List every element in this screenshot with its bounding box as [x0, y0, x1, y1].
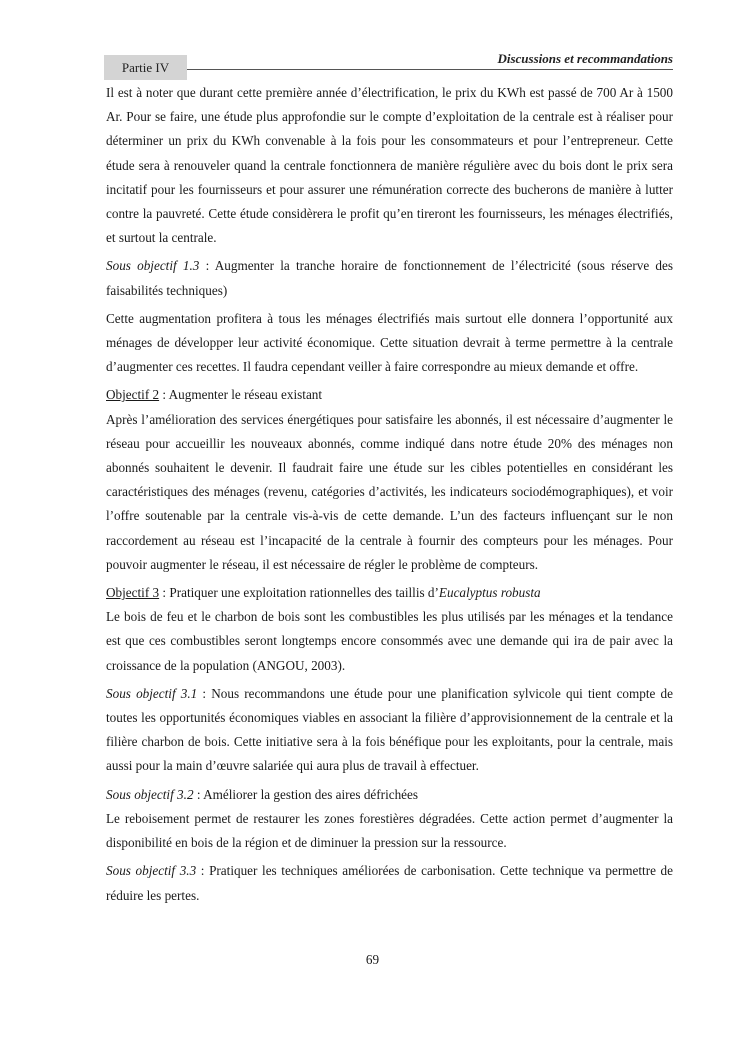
objective-3-label: Objectif 3: [106, 585, 160, 601]
paragraph-sub-objective-3-3: [106, 859, 673, 907]
part-tab: Partie IV: [104, 55, 187, 80]
paragraph-sub-objective-3-2: [106, 783, 673, 807]
paragraph-sub-objective-1-3: [106, 254, 673, 302]
paragraph-objective-2: [106, 383, 673, 407]
page-number: 69: [365, 952, 380, 967]
paragraph-objective-3: [106, 581, 673, 605]
header-rule: [187, 69, 673, 70]
objective-3-species: Eucalyptus robusta: [438, 585, 541, 601]
paragraph-price: Il est à noter que durant cette première année d’électrification, le prix du KWh est passé de 700 Ar à 1500 Ar. Pour se faire, une étude plus approfondie sur le compte d’exploitation de la centrale est à réaliser pour déterminer un prix du KWh convenable à la fois pour les consommateurs et pour l’entrepreneur. Cette étude sera à renouveler quand la centrale fonctionnera de manière régulière avec du bois dont le prix sera incitatif pour les fournisseurs et pour assurer une rémunération correcte des bucherons de manière à lutter contre la pauvreté. Cette étude considèrera le profit qu’en tireront les fournisseurs, les ménages électrifiés, et surtout la centrale.: [106, 85, 673, 246]
sub-objective-3-3-label: Sous objectif 3.3: [106, 863, 197, 879]
paragraph-reforestation: Le reboisement permet de restaurer les zones forestières dégradées. Cette action permet d’augmenter la disponibilité en bois de la région et de diminuer la pression sur la ressource.: [106, 810, 673, 851]
paragraph-augmentation: Cette augmentation profitera à tous les ménages électrifiés mais surtout elle donnera l’opportunité aux ménages de développer leur activité économique. Cette situation devrait à terme permettre à la centrale d’augmenter ces recettes. Il faudra cependant veiller à faire correspondre au mieux demande et offre.: [106, 310, 673, 375]
sub-objective-1-3-text: : Augmenter la tranche horaire de fonctionnement de l’électricité (sous réserve des faisabilités techniques): [106, 258, 673, 298]
sub-objective-3-2-text: : Améliorer la gestion des aires défrichées: [193, 786, 419, 802]
paragraph-sub-objective-3-1: [106, 682, 673, 779]
sub-objective-3-3-text: : Pratiquer les techniques améliorées de carbonisation. Cette technique va permettre de réduire les pertes.: [106, 863, 673, 903]
objective-3-text: : Pratiquer une exploitation rationnelles des taillis d’: [159, 585, 439, 601]
objective-2-text: : Augmenter le réseau existant: [159, 387, 323, 403]
section-title: Discussions et recommandations: [497, 51, 673, 66]
paragraph-network: Après l’amélioration des services énergétiques pour satisfaire les abonnés, il est nécessaire d’augmenter le réseau pour accueillir les nouveaux abonnés, comme indiqué dans notre étude 20% des ménages non abonnés souhaitent le devenir. Il faudrait faire une étude sur les cibles potentielles en considérant les caractéristiques des ménages (revenu, catégories d’activités, les indicateurs sociodémographiques), et voir l’offre soutenable par la centrale vis-à-vis de cette demande. L’un des facteurs influençant sur le non raccordement au réseau est l’incapacité de la centrale à fournir des compteurs pour les ménages. Pour pouvoir augmenter le réseau, il est nécessaire de régler le problème de compteurs.: [106, 411, 673, 572]
paragraph-fuelwood: Le bois de feu et le charbon de bois sont les combustibles les plus utilisés par les ménages et la tendance est que ces combustibles seront longtemps encore consommés avec une demande qui ira de pair avec la croissance de la population (ANGOU, 2003).: [106, 609, 673, 673]
body-text: [106, 81, 673, 912]
sub-objective-3-2-label: Sous objectif 3.2: [106, 786, 194, 802]
sub-objective-3-1-label: Sous objectif 3.1: [106, 685, 198, 701]
sub-objective-3-1-text: : Nous recommandons une étude pour une planification sylvicole qui tient compte de toutes les opportunités économiques viables en associant la filière d’approvisionnement de la centrale et la filière charbon de bois. Cette initiative sera à la fois bénéfique pour les exploitants, pour la centrale, mais aussi pour la main d’œuvre salariée qui aura plus de travail à effectuer.: [106, 685, 673, 774]
sub-objective-1-3-label: Sous objectif 1.3: [106, 258, 200, 274]
objective-2-label: Objectif 2: [106, 387, 160, 403]
